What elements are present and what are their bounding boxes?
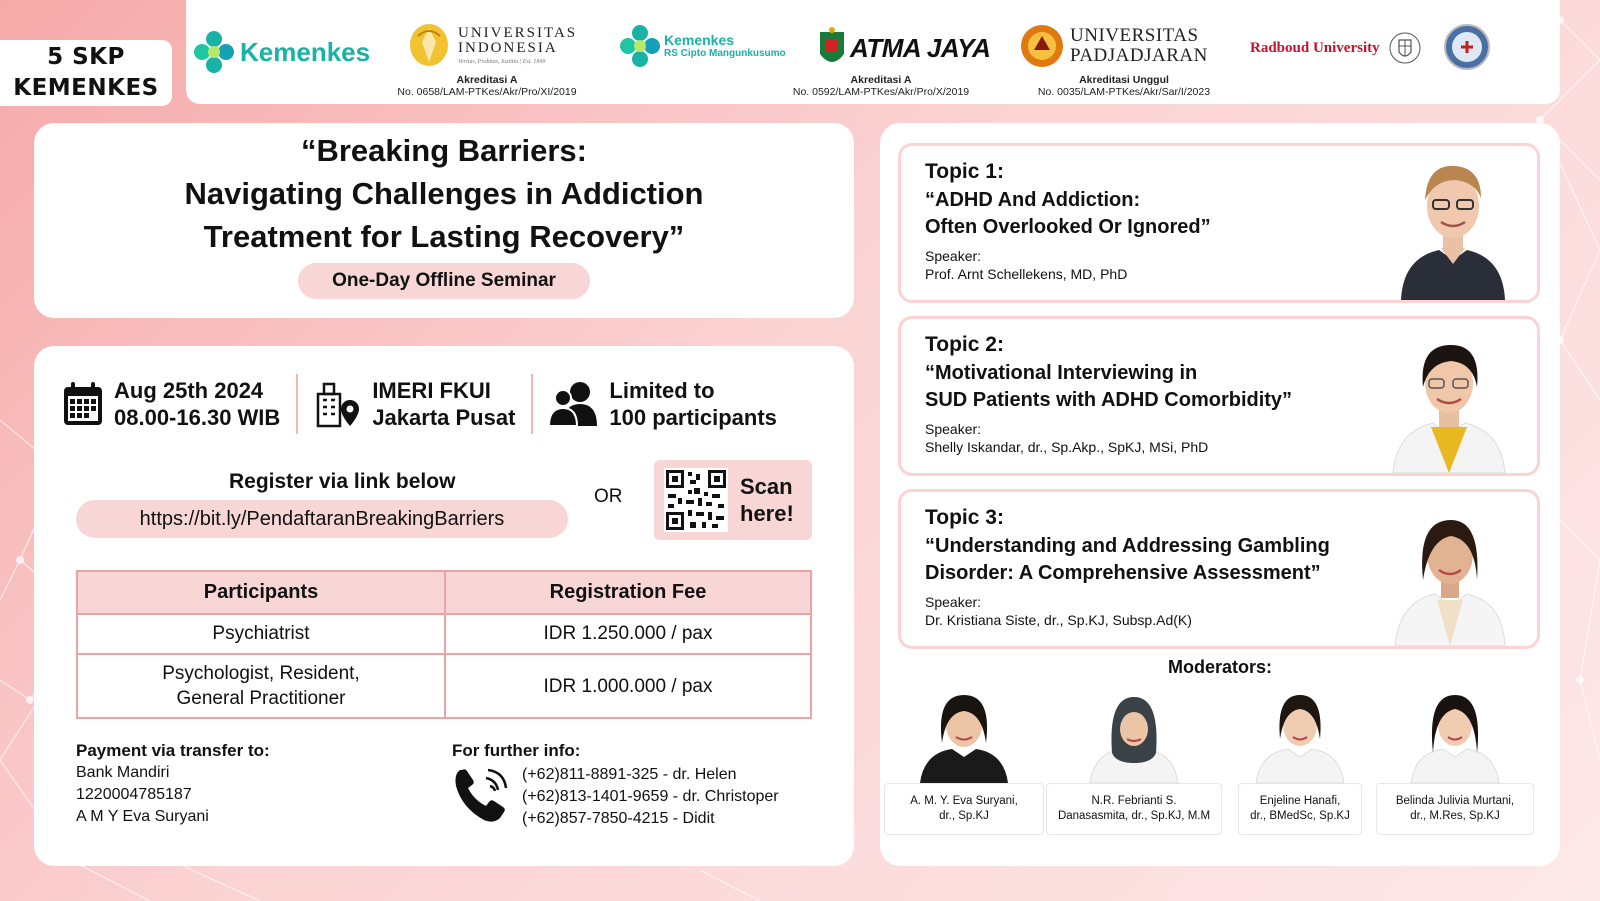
topic-title [925,187,1395,241]
topic-number: Topic 2: [925,333,1004,356]
table-row [77,614,811,654]
moderator-credentials: Danasasmita, dr., Sp.KJ, M.M [1057,810,1211,822]
partner-logo-bar [186,0,1560,104]
participant-type: Psychiatrist [77,614,445,654]
radboud-logo [1250,28,1422,68]
moderator-card [1046,683,1222,835]
building-location-icon [314,380,362,428]
event-time: 08.00-16.30 WIB [114,405,281,430]
moderator-caption [884,783,1044,835]
speakers-panel [880,123,1560,866]
hospital-seal-icon [1442,24,1492,70]
moderator-photo [1376,683,1534,783]
title-card [34,123,854,318]
capacity-line2: 100 participants [609,405,777,430]
speaker-photo [1391,500,1509,646]
radboud-seal-icon [1388,28,1422,68]
payment-title: Payment via transfer to: [76,741,270,760]
makara-emblem-icon [408,22,450,68]
unpad-emblem-icon [1020,24,1064,68]
moderator-photo [884,683,1044,783]
contact-title: For further info: [452,741,581,760]
moderator-card [884,683,1044,835]
phone-number[interactable]: (+62)811-8891-325 - dr. Helen [522,766,737,783]
topic-card-2 [898,316,1540,476]
fee-amount: IDR 1.000.000 / pax [445,654,811,718]
scan-line2: here! [740,501,794,526]
seminar-type-badge: One-Day Offline Seminar [298,263,590,299]
ui-motto: Veritas, Probitas, Iustitia | Est. 1849 [458,58,546,65]
moderator-portrait [1250,683,1350,783]
ui-name-line1: UNIVERSITAS [458,24,578,41]
table-row [77,654,811,718]
unpad-name-line1: UNIVERSITAS [1070,25,1199,46]
date-block [62,377,280,431]
participant-type-line1: Psychologist, Resident, [162,663,360,684]
topic-title [925,533,1395,587]
topic-title-line1: “Understanding and Addressing Gambling [925,535,1330,557]
unpad-accreditation-number: No. 0035/LAM-PTKes/Akr/Sar/I/2023 [1037,86,1211,98]
rscm-line1: Kemenkes [664,32,735,48]
skp-count: 5 SKP [47,44,125,70]
moderator-portrait [1084,683,1184,783]
skp-badge [0,40,172,106]
atma-jaya-logo [818,26,990,70]
scan-line1: Scan [740,474,793,499]
moderator-credentials: dr., M.Res, Sp.KJ [1410,810,1500,822]
unpad-logo [1020,24,1208,68]
calendar-icon [62,381,104,427]
unpad-accreditation-title: Akreditasi Unggul [1079,74,1169,86]
atma-accreditation-title: Akreditasi A [850,74,912,86]
unpad-accreditation [1014,74,1234,98]
event-info-card [34,346,854,866]
participant-type-line2: General Practitioner [176,688,346,709]
atma-jaya-accreditation [776,74,986,98]
speaker-photo [1389,327,1509,473]
speaker-photo [1397,154,1509,300]
rscm-line2: RS Cipto Mangunkusumo [664,48,786,59]
topic-card-1 [898,143,1540,303]
payment-info [76,740,270,828]
rscm-emblem-icon [620,24,660,68]
moderator-name: Enjeline Hanafi, [1259,795,1341,807]
atma-accreditation-number: No. 0592/LAM-PTKes/Akr/Pro/X/2019 [792,86,970,98]
divider [531,374,533,434]
speaker-label: Speaker: [925,594,982,610]
qr-code-icon[interactable] [664,468,728,532]
phone-number[interactable]: (+62)857-7850-4215 - Didit [522,810,715,827]
capacity-block [549,377,777,431]
table-header-row [77,571,811,614]
qr-scan-box[interactable] [654,460,812,540]
event-date: Aug 25th 2024 [114,378,264,403]
fee-amount: IDR 1.250.000 / pax [445,614,811,654]
universitas-indonesia-logo [408,22,577,68]
rscm-logo [620,24,786,68]
moderator-portrait [914,683,1014,783]
ui-name-line2: INDONESIA [458,39,558,56]
speaker-label: Speaker: [925,421,982,437]
speaker-name: Dr. Kristiana Siste, dr., Sp.KJ, Subsp.Ad(K) [925,612,1192,628]
moderator-caption [1376,783,1534,835]
contact-info [452,740,779,827]
fee-header: Registration Fee [445,571,811,614]
or-separator: OR [594,486,623,507]
account-holder: A M Y Eva Suryani [76,808,209,825]
topic-title-line1: “Motivational Interviewing in [925,362,1198,384]
kemenkes-logo [194,30,370,74]
moderator-credentials: dr., Sp.KJ [939,810,989,822]
phone-number[interactable]: (+62)813-1401-9659 - dr. Christoper [522,788,779,805]
hospital-logo [1442,24,1492,70]
participants-icon [549,380,599,428]
moderator-credentials: dr., BMedSc, Sp.KJ [1250,810,1350,822]
moderator-card [1376,683,1534,835]
moderator-portrait [1405,683,1505,783]
event-title [34,129,854,258]
bank-name: Bank Mandiri [76,764,170,781]
moderator-photo [1046,683,1222,783]
unpad-name-line2: PADJADJARAN [1070,45,1208,66]
topic-title-line1: “ADHD And Addiction: [925,189,1141,211]
moderator-photo [1238,683,1362,783]
moderator-name: N.R. Febrianti S. [1091,795,1177,807]
topic-title-line2: Disorder: A Comprehensive Assessment” [925,562,1321,584]
divider [296,374,298,434]
radboud-wordmark: Radboud University [1250,39,1380,56]
venue-city: Jakarta Pusat [372,405,516,430]
topic-number: Topic 1: [925,160,1004,183]
venue-block [314,377,515,431]
ui-accreditation-number: No. 0658/LAM-PTKes/Akr/Pro/XI/2019 [397,86,577,98]
participants-header: Participants [77,571,445,614]
topic-card-3 [898,489,1540,649]
topic-title-line2: SUD Patients with ADHD Comorbidity” [925,389,1293,411]
moderator-caption [1238,783,1362,835]
atma-jaya-shield-icon [818,26,846,70]
venue-name: IMERI FKUI [372,378,491,403]
moderator-name: A. M. Y. Eva Suryani, [910,795,1018,807]
moderator-card [1238,683,1362,835]
title-line-3: Treatment for Lasting Recovery” [203,219,685,254]
capacity-line1: Limited to [609,378,715,403]
speaker-label: Speaker: [925,248,982,264]
kemenkes-wordmark: Kemenkes [240,36,371,67]
ui-accreditation-title: Akreditasi A [456,74,518,86]
speaker-name: Prof. Arnt Schellekens, MD, PhD [925,266,1128,282]
kemenkes-emblem-icon [194,30,234,74]
skp-issuer: KEMENKES [13,75,159,101]
moderator-name: Belinda Julivia Murtani, [1395,795,1515,807]
registration-link[interactable]: https://bit.ly/PendaftaranBreakingBarriers [76,500,568,538]
topic-title [925,360,1395,414]
moderators-title: Moderators: [1167,657,1272,677]
event-details-row [62,374,777,434]
registration-fee-table [76,570,812,719]
phone-icon [452,764,512,826]
topic-title-line2: Often Overlooked Or Ignored” [925,216,1211,238]
participant-type [77,654,445,718]
topic-number: Topic 3: [925,506,1004,529]
register-label: Register via link below [229,470,456,493]
speaker-name: Shelly Iskandar, dr., Sp.Akp., SpKJ, MSi, PhD [925,439,1209,455]
title-line-2: Navigating Challenges in Addiction [184,176,704,211]
phone-list [522,764,779,830]
account-number: 1220004785187 [76,786,192,803]
title-line-1: “Breaking Barriers: [300,133,587,168]
atma-jaya-wordmark: ATMA JAYA [850,32,991,63]
ui-accreditation [382,74,592,98]
moderator-caption [1046,783,1222,835]
